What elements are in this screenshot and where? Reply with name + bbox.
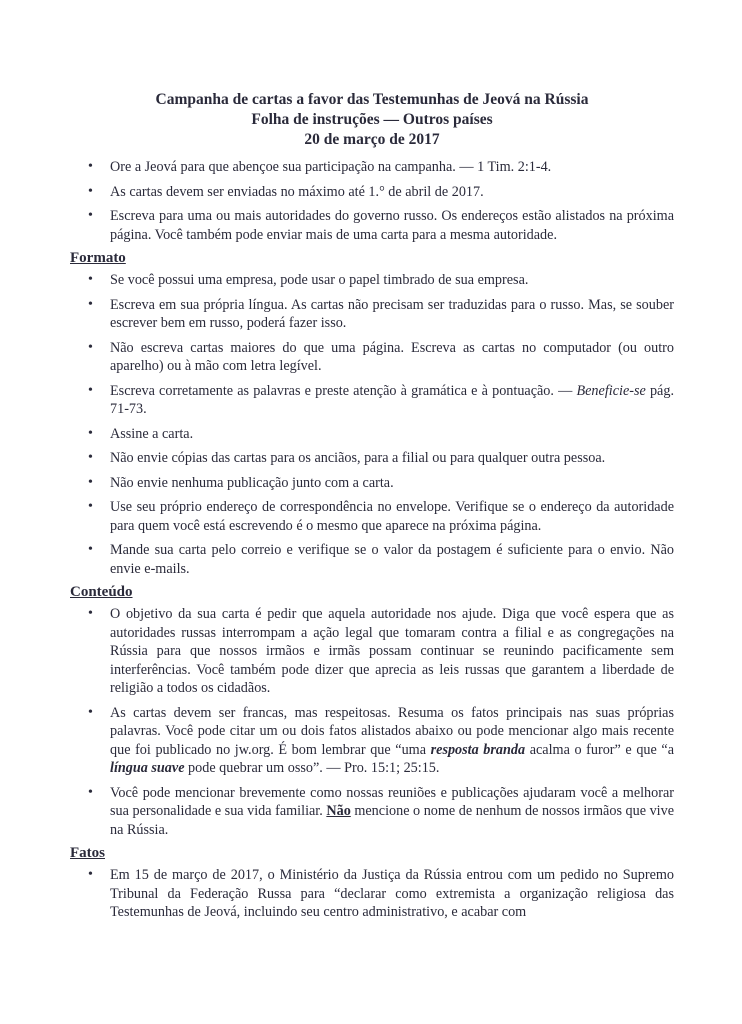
list-item: • Não envie nenhuma publicação junto com a carta. (70, 474, 674, 493)
list-item: • Não escreva cartas maiores do que uma página. Escreva as cartas no computador (ou outro aparelho) ou à mão com letra legível. (70, 339, 674, 376)
book-reference: Beneficie-se (576, 382, 646, 399)
list-item: • Ore a Jeová para que abençoe sua participação na campanha. — 1 Tim. 2:1-4. (70, 158, 674, 177)
section-title-formato: Formato (70, 250, 126, 266)
list-item (70, 784, 674, 840)
list-item: • Se você possui uma empresa, pode usar o papel timbrado de sua empresa. (70, 271, 674, 290)
title-date: 20 de março de 2017 (304, 131, 440, 148)
document-header (70, 90, 674, 150)
list-item: • O objetivo da sua carta é pedir que aquela autoridade nos ajude. Diga que você espera que as autoridades russas interrompam a ação legal que tomaram contra a filial e as congregações na Rússia para que nossos irmãos e irmãs possam continuar se reunindo pacificamente sem interferências. Você também pode dizer que aprecia as leis russas que garantem a liberdade de religião a todos os cidadãos. (70, 605, 674, 698)
emphasis-resposta-branda: resposta branda (430, 741, 526, 758)
list-item: • Assine a carta. (70, 425, 674, 444)
title-line-2: Folha de instruções — Outros países (251, 111, 493, 128)
list-item-grammar (70, 382, 674, 419)
list-item (70, 704, 674, 778)
text-part: pode quebrar um osso”. — Pro. 15:1; 25:15. (184, 760, 440, 776)
list-item: • Mande sua carta pelo correio e verifique se o valor da postagem é suficiente para o envio. Não envie e-mails. (70, 541, 674, 578)
section-title-fatos: Fatos (70, 845, 105, 861)
grammar-text: Escreva corretamente as palavras e preste atenção à gramática e à pontuação. — (110, 382, 577, 399)
emphasis-nao: Não (326, 803, 351, 819)
text-part: mencione o nome de nenhum de nossos irmãos que vive na Rússia. (110, 803, 674, 838)
text-part: Você pode mencionar brevemente como nossas reuniões e publicações ajudaram você a melhorar sua personalidade e sua vida familiar. (110, 784, 674, 819)
title-line-1: Campanha de cartas a favor das Testemunhas de Jeová na Rússia (155, 91, 589, 108)
fatos-list (70, 866, 674, 922)
list-item: • Não envie cópias das cartas para os anciãos, para a filial ou para qualquer outra pessoa. (70, 449, 674, 468)
grammar-pages: pág. 71-73. (110, 382, 674, 417)
list-item: • As cartas devem ser enviadas no máximo até 1.° de abril de 2017. (70, 183, 674, 202)
intro-list (70, 158, 674, 244)
emphasis-lingua-suave: língua suave (110, 760, 185, 776)
list-item: • Escreva em sua própria língua. As cartas não precisam ser traduzidas para o russo. Mas, se souber escrever bem em russo, poderá fazer isso. (70, 296, 674, 333)
formato-list (70, 271, 674, 578)
conteudo-list (70, 605, 674, 839)
list-item: • Use seu próprio endereço de correspondência no envelope. Verifique se o endereço da autoridade para quem você está escrevendo é o mesmo que aparece na próxima página. (70, 498, 674, 535)
section-title-conteudo: Conteúdo (70, 584, 133, 600)
text-part: As cartas devem ser francas, mas respeitosas. Resuma os fatos principais nas suas próprias palavras. Você pode citar um ou dois fatos alistados abaixo ou pode mencionar algo mais recente que foi publicado no jw.org. É bom lembrar que “uma (110, 704, 674, 758)
list-item: • Em 15 de março de 2017, o Ministério da Justiça da Rússia entrou com um pedido no Supremo Tribunal da Federação Russa para “declarar como extremista a organização religiosa das Testemunhas de Jeová, incluindo seu centro administrativo, e acabar com (70, 866, 674, 922)
text-part: acalma o furor” e que “a (525, 741, 675, 758)
list-item: • Escreva para uma ou mais autoridades do governo russo. Os endereços estão alistados na próxima página. Você também pode enviar mais de uma carta para a mesma autoridade. (70, 207, 674, 244)
